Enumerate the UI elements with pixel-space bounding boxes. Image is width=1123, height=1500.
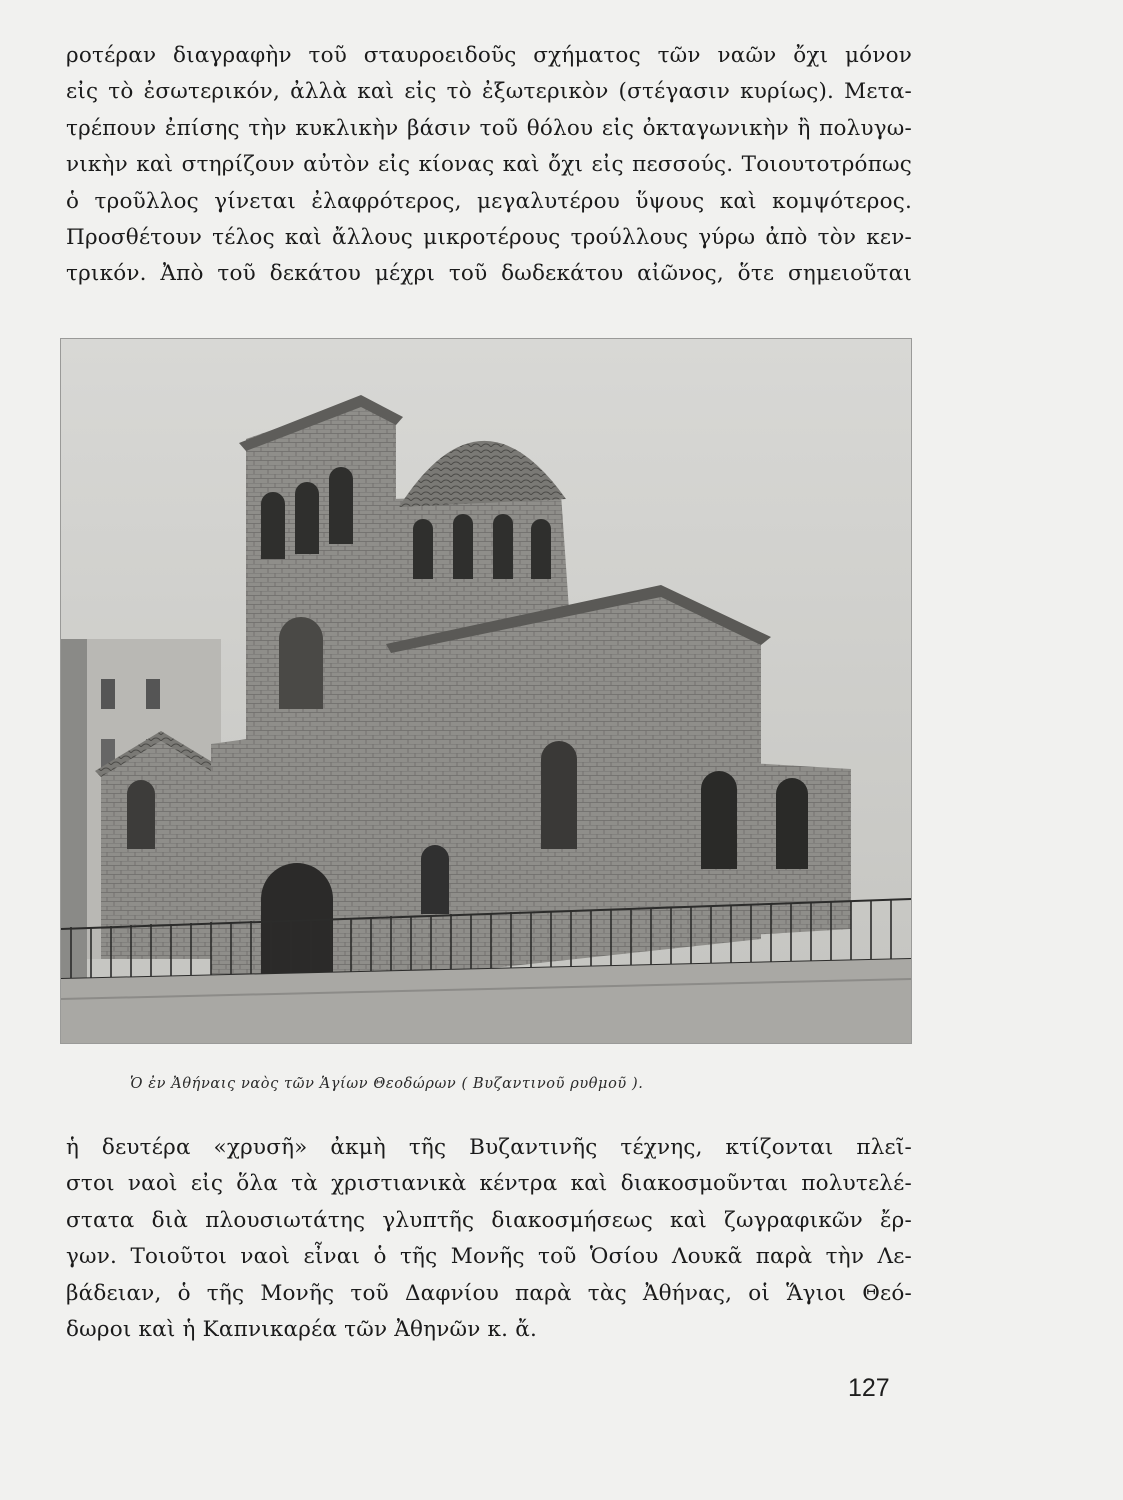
text-line: νικὴν καὶ στηρίζουν αὐτὸν εἰς κίονας καὶ ὄχι εἰς πεσσούς. Τοιουτοτρόπως	[66, 152, 912, 178]
paragraph-top	[66, 38, 912, 293]
text-line: ἡ δευτέρα «χρυσῆ» ἀκμὴ τῆς Βυζαντινῆς τέχνης, κτίζονται πλεῖ-	[66, 1135, 912, 1160]
byzantine-church-photo-icon	[61, 339, 911, 1043]
paragraph-bottom	[66, 1130, 912, 1348]
text-line: τρικόν. Ἀπὸ τοῦ δεκάτου μέχρι τοῦ δωδεκάτου αἰῶνος, ὅτε σημειοῦται	[66, 261, 912, 287]
text-line: εἰς τὸ ἐσωτερικόν, ἀλλὰ καὶ εἰς τὸ ἐξωτερικὸν (στέγασιν κυρίως). Μετα-	[66, 79, 912, 105]
text-line: γων. Τοιοῦτοι ναοὶ εἶναι ὁ τῆς Μονῆς τοῦ Ὁσίου Λουκᾶ παρὰ τὴν Λε-	[66, 1244, 912, 1270]
figure-caption: Ὁ ἐν Ἀθήναις ναὸς τῶν Ἁγίων Θεοδώρων ( Βυζαντινοῦ ρυθμοῦ ).	[130, 1076, 644, 1092]
text-line: βάδειαν, ὁ τῆς Μονῆς τοῦ Δαφνίου παρὰ τὰς Ἀθήνας, οἱ Ἅγιοι Θεό-	[66, 1280, 912, 1306]
church-photograph	[60, 338, 912, 1044]
text-line: στοι ναοὶ εἰς ὅλα τὰ χριστιανικὰ κέντρα καὶ διακοσμοῦνται πολυτελέ-	[66, 1171, 912, 1197]
page-number: 127	[848, 1374, 890, 1402]
text-line: ροτέραν διαγραφὴν τοῦ σταυροειδοῦς σχήματος τῶν ναῶν ὄχι μόνον	[66, 43, 912, 68]
text-line: δωροι καὶ ἡ Καπνικαρέα τῶν Ἀθηνῶν κ. ἄ.	[66, 1317, 538, 1343]
text-line: στατα διὰ πλουσιωτάτης γλυπτῆς διακοσμήσεως καὶ ζωγραφικῶν ἔρ-	[66, 1207, 912, 1233]
text-line: Προσθέτουν τέλος καὶ ἄλλους μικροτέρους τρούλλους γύρω ἀπὸ τὸν κεν-	[66, 225, 912, 251]
text-line: ὁ τροῦλλος γίνεται ἐλαφρότερος, μεγαλυτέρου ὕψους καὶ κομψότερος.	[66, 188, 912, 214]
text-line: τρέπουν ἐπίσης τὴν κυκλικὴν βάσιν τοῦ θόλου εἰς ὀκταγωνικὴν ἢ πολυγω-	[66, 115, 912, 141]
